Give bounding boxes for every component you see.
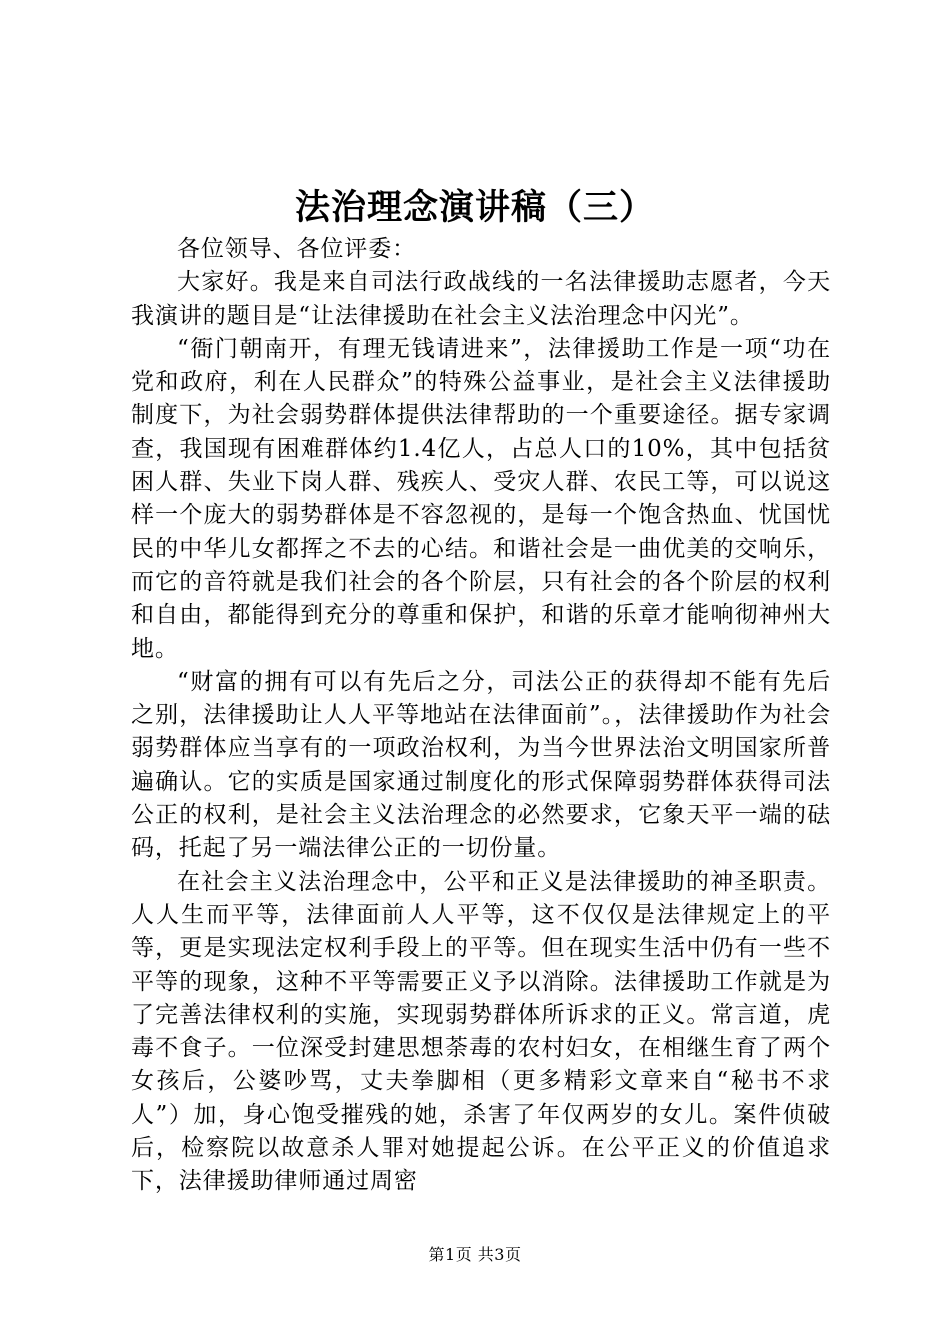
- paragraph-equality-before-law: “财富的拥有可以有先后之分，司法公正的获得却不能有先后之别，法律援助让人人平等地站在法律面前”。，法律援助作为社会弱势群体应当享有的一项政治权利，为当今世界法治文明国家所普遍确认。它的实质是国家通过制度化的形式保障弱势群体获得司法公正的权利，是社会主义法治理念的必然要求，它象天平一端的砝码，托起了另一端法律公正的一切份量。: [131, 668, 831, 862]
- document-title: 法治理念演讲稿（三）: [294, 187, 655, 228]
- paragraph-salutation: 各位领导、各位评委：: [177, 236, 416, 262]
- page-number-footer: 第1页 共3页: [428, 1245, 522, 1264]
- paragraph-fairness-justice: 在社会主义法治理念中，公平和正义是法律援助的神圣职责。人人生而平等，法律面前人人平等，这不仅仅是法律规定上的平等，更是实现法定权利手段上的平等。但在现实生活中仍有一些不平等的现象，这种不平等需要正义予以消除。法律援助工作就是为了完善法律权利的实施，实现弱势群体所诉求的正义。常言道，虎毒不食子。一位深受封建思想荼毒的农村妇女，在相继生育了两个女孩后，公婆吵骂，丈夫拳脚相（更多精彩文章来自“秘书不求人”）加，身心饱受摧残的她，杀害了年仅两岁的女儿。案件侦破后，检察院以故意杀人罪对她提起公诉。在公平正义的价值追求下，法律援助律师通过周密: [131, 868, 831, 1195]
- document-body: [131, 233, 831, 1199]
- paragraph-introduction: 大家好。我是来自司法行政战线的一名法律援助志愿者，今天我演讲的题目是“让法律援助在社会主义法治理念中闪光”。: [131, 269, 831, 329]
- paragraph-legal-aid-overview: “衙门朝南开，有理无钱请进来”，法律援助工作是一项“功在党和政府，利在人民群众”的特殊公益事业，是社会主义法律援助制度下，为社会弱势群体提供法律帮助的一个重要途径。据专家调查，我国现有困难群体约1.4亿人，占总人口的10%，其中包括贫困人群、失业下岗人群、残疾人、受灾人群、农民工等，可以说这样一个庞大的弱势群体是不容忽视的，是每一个饱含热血、忧国忧民的中华儿女都挥之不去的心结。和谐社会是一曲优美的交响乐，而它的音符就是我们社会的各个阶层，只有社会的各个阶层的权利和自由，都能得到充分的尊重和保护，和谐的乐章才能响彻神州大地。: [131, 335, 831, 662]
